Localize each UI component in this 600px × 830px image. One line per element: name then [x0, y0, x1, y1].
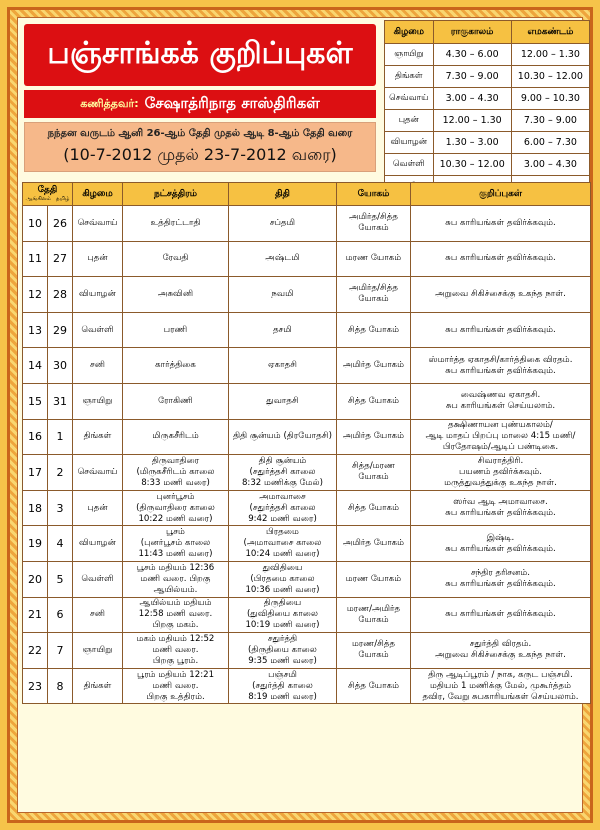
yogam-cell: அமிர்த யோகம்: [337, 526, 411, 562]
notes-cell: சந்திர தரிசனம். சுப காரியங்கள் தவிர்க்கவும்.: [411, 561, 591, 597]
yogam-cell: மரண/சித்த யோகம்: [337, 633, 411, 669]
date-tamil-cell: 6: [48, 597, 73, 633]
day-cell: வியாழன்: [73, 526, 123, 562]
rahu-kalam-cell: 10.30 – 12.00: [433, 154, 511, 176]
nakshatra-cell: ரோகிணி: [123, 383, 229, 419]
yogam-cell: சித்த யோகம்: [337, 668, 411, 704]
yogam-cell: மரண யோகம்: [337, 561, 411, 597]
nakshatra-cell: பூரம் மதியம் 12:21 மணி வரை. பிறகு உத்திரம்.: [123, 668, 229, 704]
panchangam-table: [22, 182, 591, 704]
yogam-cell: சித்த யோகம்: [337, 312, 411, 348]
yogam-cell: சித்த யோகம்: [337, 490, 411, 526]
rahu-kalam-cell: 7.30 – 9.00: [433, 66, 511, 88]
emagandam-cell: 7.30 – 9.00: [511, 110, 589, 132]
table-row: [23, 348, 591, 384]
header-yogam: யோகம்: [337, 183, 411, 206]
day-cell: ஞாயிறு: [73, 633, 123, 669]
yogam-cell: அமிர்த/சித்த யோகம்: [337, 206, 411, 242]
rahu-kalam-cell: 3.00 – 4.30: [433, 88, 511, 110]
date-english-cell: 23: [23, 668, 48, 704]
date-english-cell: 18: [23, 490, 48, 526]
content-panel: [17, 17, 583, 813]
date-english-cell: 15: [23, 383, 48, 419]
author-bar: [24, 90, 376, 118]
rahu-day-cell: வியாழன்: [385, 132, 434, 154]
emagandam-cell: 12.00 – 1.30: [511, 44, 589, 66]
notes-cell: திரு ஆடிப்பூரம் / நாக, கருட பஞ்சமி. மதியம் 1 மணிக்கு மேல், முகூர்த்தம் தவிர, வேறு சுபகாரியங்கள் செய்யலாம்.: [411, 668, 591, 704]
rahu-day-cell: வெள்ளி: [385, 154, 434, 176]
date-tamil-cell: 29: [48, 312, 73, 348]
emagandam-cell: 6.00 – 7.30: [511, 132, 589, 154]
page-title: பஞ்சாங்கக் குறிப்புகள்: [24, 24, 376, 86]
table-row: [23, 206, 591, 242]
date-tamil-cell: 1: [48, 419, 73, 455]
notes-cell: சிவராத்திரி. பயணம் தவிர்க்கவும். மருத்துவத்துக்கு உகந்த நாள்.: [411, 455, 591, 491]
notes-cell: இஷ்டி. சுப காரியங்கள் தவிர்க்கவும்.: [411, 526, 591, 562]
rahu-row: [385, 132, 590, 154]
nakshatra-cell: அசுவினி: [123, 277, 229, 313]
tithi-cell: திதி சூன்யம் (திரயோதசி): [229, 419, 337, 455]
tithi-cell: தசமி: [229, 312, 337, 348]
notes-cell: சுப காரியங்கள் தவிர்க்கவும்.: [411, 241, 591, 277]
rahu-header-emagandam: எமகண்டம்: [511, 21, 589, 44]
table-row: [23, 419, 591, 455]
decorative-border-frame: [7, 7, 593, 823]
rahu-kalam-cell: 1.30 – 3.00: [433, 132, 511, 154]
date-english-cell: 13: [23, 312, 48, 348]
header-block: [18, 18, 380, 178]
date-tamil-cell: 26: [48, 206, 73, 242]
tithi-cell: அமாவாசை (சதுர்த்தசி காலை 9:42 மணி வரை): [229, 490, 337, 526]
yogam-cell: அமிர்த யோகம்: [337, 419, 411, 455]
table-row: [23, 383, 591, 419]
date-subheader-tamil: தமிழ்: [55, 196, 70, 202]
date-english-cell: 14: [23, 348, 48, 384]
nakshatra-cell: புனர்பூசம் (திருவாதிரை காலை 10:22 மணி வரை): [123, 490, 229, 526]
tithi-cell: துவிதியை (பிரதமை காலை 10:36 மணி வரை): [229, 561, 337, 597]
rahu-day-cell: திங்கள்: [385, 66, 434, 88]
tithi-cell: சதுர்த்தி (திருதியை காலை 9:35 மணி வரை): [229, 633, 337, 669]
nakshatra-cell: ரேவதி: [123, 241, 229, 277]
rahu-day-cell: செவ்வாய்: [385, 88, 434, 110]
yogam-cell: மரண யோகம்: [337, 241, 411, 277]
rahu-row: [385, 154, 590, 176]
nakshatra-cell: கார்த்திகை: [123, 348, 229, 384]
day-cell: வியாழன்: [73, 277, 123, 313]
yogam-cell: சித்த/மரண யோகம்: [337, 455, 411, 491]
notes-cell: சுப காரியங்கள் தவிர்க்கவும்.: [411, 206, 591, 242]
table-row: [23, 312, 591, 348]
day-cell: செவ்வாய்: [73, 455, 123, 491]
table-row: [23, 597, 591, 633]
day-cell: ஞாயிறு: [73, 383, 123, 419]
nakshatra-cell: ஆயில்யம் மதியம் 12:58 மணி வரை. பிறகு மகம்.: [123, 597, 229, 633]
date-english-cell: 12: [23, 277, 48, 313]
header-nakshatra: நட்சத்திரம்: [123, 183, 229, 206]
table-row: [23, 561, 591, 597]
tithi-cell: பஞ்சமி (சதுர்த்தி காலை 8:19 மணி வரை): [229, 668, 337, 704]
header-day: கிழமை: [73, 183, 123, 206]
notes-cell: ஸ்மார்த்த ஏகாதசி/கார்த்திகை விரதம். சுப காரியங்கள் தவிர்க்கவும்.: [411, 348, 591, 384]
tithi-cell: திருதியை (துவிதியை காலை 10:19 மணி வரை): [229, 597, 337, 633]
rahu-kalam-cell: 4.30 – 6.00: [433, 44, 511, 66]
rahu-header-day: கிழமை: [385, 21, 434, 44]
yogam-cell: மரண/அமிர்த யோகம்: [337, 597, 411, 633]
emagandam-cell: 9.00 – 10.30: [511, 88, 589, 110]
tithi-cell: அஷ்டமி: [229, 241, 337, 277]
day-cell: புதன்: [73, 241, 123, 277]
notes-cell: சுப காரியங்கள் தவிர்க்கவும்.: [411, 597, 591, 633]
table-row: [23, 633, 591, 669]
header-notes: குறிப்புகள்: [411, 183, 591, 206]
table-row: [23, 455, 591, 491]
rahu-kalam-table: [384, 20, 590, 198]
date-english-cell: 20: [23, 561, 48, 597]
date-tamil-cell: 2: [48, 455, 73, 491]
day-cell: செவ்வாய்: [73, 206, 123, 242]
date-english-cell: 22: [23, 633, 48, 669]
date-subheaders: [23, 196, 72, 203]
date-tamil-cell: 27: [48, 241, 73, 277]
date-tamil-cell: 30: [48, 348, 73, 384]
day-cell: திங்கள்: [73, 668, 123, 704]
date-tamil-cell: 8: [48, 668, 73, 704]
date-header: [23, 183, 73, 206]
emagandam-cell: 3.00 – 4.30: [511, 154, 589, 176]
period-english-range: (10-7-2012 முதல் 23-7-2012 வரை): [63, 145, 337, 164]
tithi-cell: திதி சூன்யம் (சதுர்த்தசி காலை 8:32 மணிக்கு மேல்): [229, 455, 337, 491]
rahu-header-rahukalam: ராகுகாலம்: [433, 21, 511, 44]
tithi-cell: நவமி: [229, 277, 337, 313]
header-tithi: திதி: [229, 183, 337, 206]
tithi-cell: பிரதமை (அமாவாசை காலை 10:24 மணி வரை): [229, 526, 337, 562]
nakshatra-cell: மிருகசீரிடம்: [123, 419, 229, 455]
yogam-cell: சித்த யோகம்: [337, 383, 411, 419]
nakshatra-cell: உத்திரட்டாதி: [123, 206, 229, 242]
date-english-cell: 19: [23, 526, 48, 562]
notes-cell: அறுவை சிகிச்சைக்கு உகந்த நாள்.: [411, 277, 591, 313]
notes-cell: வைஷ்ணவ ஏகாதசி. சுப காரியங்கள் செய்யலாம்.: [411, 383, 591, 419]
period-tamil-range: நந்தன வருடம் ஆனி 26-ஆம் தேதி முதல் ஆடி 8-ஆம் தேதி வரை: [47, 128, 353, 139]
notes-cell: சுப காரியங்கள் தவிர்க்கவும்.: [411, 312, 591, 348]
emagandam-cell: 10.30 – 12.00: [511, 66, 589, 88]
tithi-cell: துவாதசி: [229, 383, 337, 419]
date-tamil-cell: 3: [48, 490, 73, 526]
rahu-day-cell: புதன்: [385, 110, 434, 132]
day-cell: சனி: [73, 348, 123, 384]
date-english-cell: 10: [23, 206, 48, 242]
day-cell: வெள்ளி: [73, 312, 123, 348]
table-row: [23, 277, 591, 313]
date-tamil-cell: 28: [48, 277, 73, 313]
date-english-cell: 16: [23, 419, 48, 455]
nakshatra-cell: பரணி: [123, 312, 229, 348]
rahu-row: [385, 88, 590, 110]
date-tamil-cell: 7: [48, 633, 73, 669]
table-row: [23, 668, 591, 704]
date-tamil-cell: 4: [48, 526, 73, 562]
rahu-row: [385, 110, 590, 132]
tithi-cell: ஏகாதசி: [229, 348, 337, 384]
rahu-day-cell: ஞாயிறு: [385, 44, 434, 66]
notes-cell: தக்ஷிணாயன புண்யகாலம்/ ஆடி மாதப் பிறப்பு மாலை 4:15 மணி/ பிரதோஷம்/ஆடிப் பண்டிகை.: [411, 419, 591, 455]
nakshatra-cell: மகம் மதியம் 12:52 மணி வரை. பிறகு பூரம்.: [123, 633, 229, 669]
day-cell: திங்கள்: [73, 419, 123, 455]
day-cell: சனி: [73, 597, 123, 633]
yogam-cell: அமிர்த யோகம்: [337, 348, 411, 384]
date-english-cell: 11: [23, 241, 48, 277]
yogam-cell: அமிர்த/சித்த யோகம்: [337, 277, 411, 313]
nakshatra-cell: பூசம் மதியம் 12:36 மணி வரை. பிறகு ஆயில்யம்.: [123, 561, 229, 597]
date-subheader-english: ஆங்கிலம்: [25, 196, 51, 202]
date-tamil-cell: 31: [48, 383, 73, 419]
notes-cell: ஸர்வ ஆடி அமாவாசை. சுப காரியங்கள் தவிர்க்கவும்.: [411, 490, 591, 526]
author-label: கணித்தவர்:: [80, 96, 139, 110]
table-row: [23, 241, 591, 277]
tithi-cell: சப்தமி: [229, 206, 337, 242]
rahu-kalam-cell: 12.00 – 1.30: [433, 110, 511, 132]
table-row: [23, 490, 591, 526]
day-cell: புதன்: [73, 490, 123, 526]
date-header-label: தேதி: [37, 185, 58, 195]
date-english-cell: 17: [23, 455, 48, 491]
rahu-row: [385, 44, 590, 66]
nakshatra-cell: திருவாதிரை (மிருகசீரிடம் காலை 8:33 மணி வரை): [123, 455, 229, 491]
period-box: [24, 122, 376, 172]
nakshatra-cell: பூசம் (புனர்பூசம் காலை 11:43 மணி வரை): [123, 526, 229, 562]
notes-cell: சதுர்த்தி விரதம். அறுவை சிகிச்சைக்கு உகந்த நாள்.: [411, 633, 591, 669]
date-english-cell: 21: [23, 597, 48, 633]
day-cell: வெள்ளி: [73, 561, 123, 597]
date-tamil-cell: 5: [48, 561, 73, 597]
table-row: [23, 526, 591, 562]
author-name: சேஷாத்ரிநாத சாஸ்திரிகள்: [144, 94, 320, 112]
rahu-row: [385, 66, 590, 88]
